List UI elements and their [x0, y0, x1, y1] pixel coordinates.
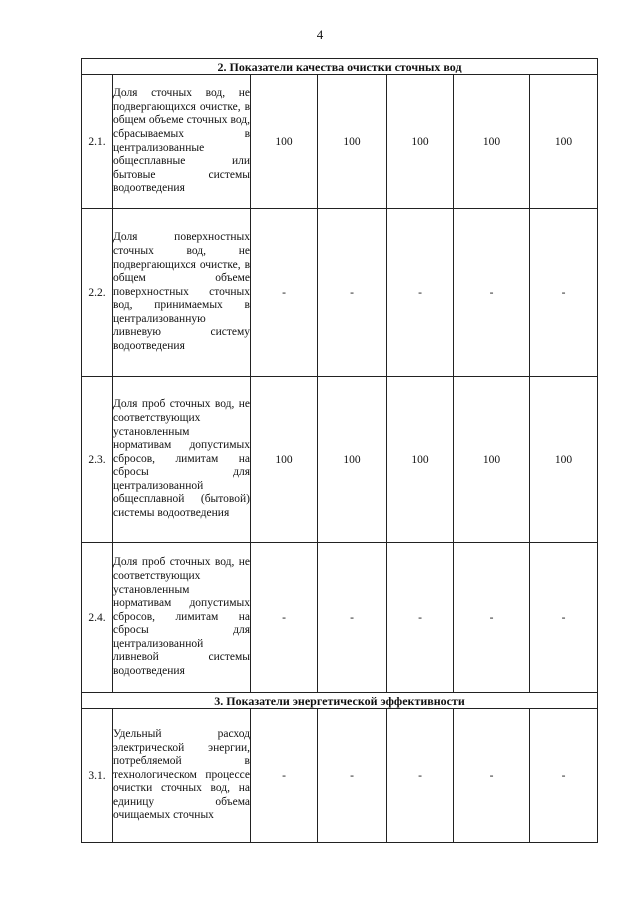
row-description: Удельный расход электрической энергии, потребляемой в технологическом процессе очистки сточных вод, на единицу объема очищаемых сточных [113, 709, 251, 843]
section-title: 3. Показатели энергетической эффективности [82, 693, 598, 709]
value-cell: - [387, 709, 454, 843]
table-row [82, 543, 598, 693]
value-cell: 100 [530, 75, 598, 209]
value-cell: - [318, 209, 387, 377]
value-cell: - [454, 543, 530, 693]
value-cell: - [318, 709, 387, 843]
value-cell: 100 [387, 75, 454, 209]
value-cell: 100 [251, 377, 318, 543]
value-cell: - [387, 209, 454, 377]
value-cell: - [318, 543, 387, 693]
value-cell: 100 [251, 75, 318, 209]
row-number: 2.4. [82, 543, 113, 693]
value-cell: - [251, 709, 318, 843]
value-cell: 100 [387, 377, 454, 543]
value-cell: - [251, 209, 318, 377]
section-title: 2. Показатели качества очистки сточных вод [82, 59, 598, 75]
row-description: Доля сточных вод, не подвергающихся очистке, в общем объеме сточных вод, сбрасываемых в централизованные общесплавные или бытовые системы водоотведения [113, 75, 251, 209]
value-cell: - [530, 543, 598, 693]
value-cell: - [454, 709, 530, 843]
value-cell: - [530, 209, 598, 377]
value-cell: - [454, 209, 530, 377]
section-header-row [82, 693, 598, 709]
row-description: Доля поверхностных сточных вод, не подвергающихся очистке, в общем объеме поверхностных сточных вод, принимаемых в централизованную ливневую систему водоотведения [113, 209, 251, 377]
value-cell: - [387, 543, 454, 693]
row-number: 3.1. [82, 709, 113, 843]
table-row [82, 75, 598, 209]
section-header-row [82, 59, 598, 75]
row-description: Доля проб сточных вод, не соответствующих установленным нормативам допустимых сбросов, лимитам на сбросы для централизованной общесплавной (бытовой) системы водоотведения [113, 377, 251, 543]
row-description: Доля проб сточных вод, не соответствующих установленным нормативам допустимых сбросов, лимитам на сбросы для централизованной ливневой системы водоотведения [113, 543, 251, 693]
value-cell: 100 [454, 377, 530, 543]
page-number: 4 [316, 27, 324, 42]
value-cell: 100 [530, 377, 598, 543]
table-row [82, 709, 598, 843]
value-cell: 100 [318, 75, 387, 209]
row-number: 2.3. [82, 377, 113, 543]
value-cell: 100 [318, 377, 387, 543]
indicators-table [81, 58, 598, 843]
value-cell: - [251, 543, 318, 693]
table-row [82, 377, 598, 543]
value-cell: 100 [454, 75, 530, 209]
row-number: 2.1. [82, 75, 113, 209]
table-row [82, 209, 598, 377]
value-cell: - [530, 709, 598, 843]
row-number: 2.2. [82, 209, 113, 377]
